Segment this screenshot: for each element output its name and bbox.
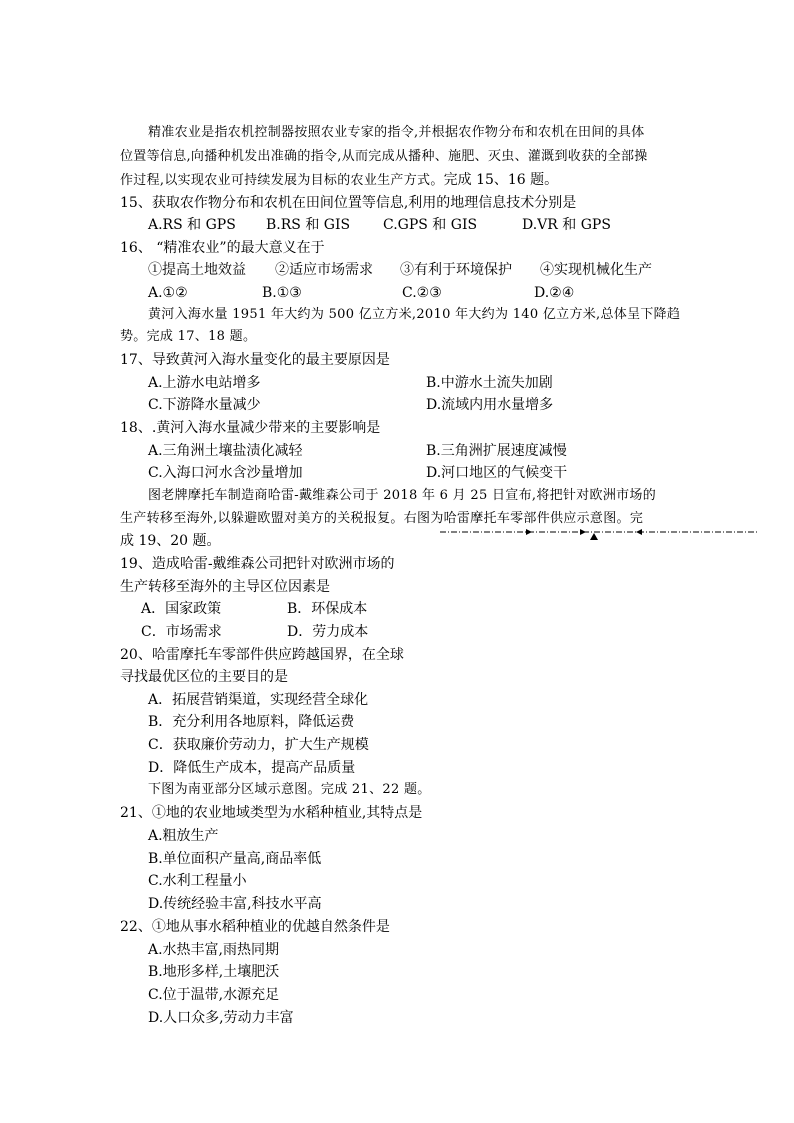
q18-stem: 18、.黄河入海水量减少带来的主要影响是 — [120, 420, 381, 436]
q20-option-c: C．获取廉价劳动力，扩大生产规模 — [148, 737, 369, 753]
supply-arrow-3 — [636, 529, 642, 535]
passage1-line1: 精准农业是指农机控制器按照农业专家的指令,并根据农作物分布和农机在田间的具体 — [148, 125, 645, 140]
q22-option-d: D.人口众多,劳动力丰富 — [148, 1010, 294, 1026]
passage1-line3-text: 作过程,以实现农业可持续发展为目标的农业生产方式。 — [120, 173, 444, 188]
q20-option-a: A．拓展营销渠道，实现经营全球化 — [148, 692, 369, 708]
q22-stem: 22、①地从事水稻种植业的优越自然条件是 — [120, 919, 390, 935]
supply-arrow-1 — [526, 529, 532, 535]
q16-item-4: ④实现机械化生产 — [540, 262, 652, 278]
q21-option-d: D.传统经验丰富,科技水平高 — [148, 896, 322, 912]
passage3-line1: 图老牌摩托车制造商哈雷-戴维森公司于 2018 年 6 月 25 日宣布,将把针对欧洲市场的 — [148, 488, 657, 503]
q16-item-2: ②适应市场需求 — [275, 262, 373, 278]
passage1-line3 — [120, 170, 558, 191]
q18-option-d: D.河口地区的气候变干 — [426, 465, 568, 481]
q17-option-a: A.上游水电站增多 — [148, 375, 261, 391]
q15-option-a: A.RS 和 GPS — [148, 217, 236, 233]
supply-arrow-2 — [580, 529, 586, 535]
q21-option-b: B.单位面积产量高,商品率低 — [148, 851, 322, 867]
passage1-line3-task: 完成 15、16 题。 — [443, 172, 559, 188]
q20-stem-line2: 寻找最优区位的主要目的是 — [120, 669, 288, 685]
q20-option-b: B．充分利用各地原料，降低运费 — [148, 714, 355, 730]
q16-stem: 16、 “精准农业”的最大意义在于 — [120, 240, 325, 256]
q19-option-a: A．国家政策 — [141, 601, 222, 617]
q15-option-c: C.GPS 和 GIS — [383, 217, 478, 233]
q15-option-d: D.VR 和 GPS — [522, 217, 611, 233]
q18-option-a: A.三角洲土壤盐渍化减轻 — [148, 443, 303, 459]
q17-option-c: C.下游降水量减少 — [148, 397, 261, 413]
passage3-line3: 成 19、20 题。 — [120, 533, 221, 549]
q15-option-b: B.RS 和 GIS — [266, 217, 351, 233]
q19-option-c: C．市场需求 — [141, 624, 222, 640]
q15-stem: 15、获取农作物分布和农机在田间位置等信息,利用的地理信息技术分别是 — [120, 195, 577, 211]
q19-option-d: D．劳力成本 — [287, 624, 369, 640]
q17-option-b: B.中游水土流失加剧 — [426, 375, 553, 391]
q17-stem: 17、导致黄河入海水量变化的最主要原因是 — [120, 352, 390, 368]
q21-option-a: A.粗放生产 — [148, 828, 219, 844]
q19-stem-line1: 19、造成哈雷-戴维森公司把针对欧洲市场的 — [120, 556, 395, 572]
q19-option-b: B．环保成本 — [287, 601, 368, 617]
q16-item-1: ①提高土地效益 — [148, 262, 246, 278]
q18-option-b: B.三角洲扩展速度减慢 — [426, 443, 567, 459]
passage2-line1: 黄河入海水量 1951 年大约为 500 亿立方米,2010 年大约为 140 亿立方米,总体呈下降趋 — [148, 307, 681, 322]
passage3-line2: 生产转移至海外,以躲避欧盟对美方的关税报复。右图为哈雷摩托车零部件供应示意图。完 — [120, 511, 644, 526]
q16-option-c: C.②③ — [402, 285, 442, 301]
passage4-line1: 下图为南亚部分区域示意图。完成 21、22 题。 — [148, 782, 431, 797]
passage2-line2: 势。完成 17、18 题。 — [120, 329, 257, 344]
q22-option-c: C.位于温带,水源充足 — [148, 987, 280, 1003]
q16-option-b: B.①③ — [262, 285, 302, 301]
q22-option-b: B.地形多样,土壤肥沃 — [148, 964, 280, 980]
passage1-line2: 位置等信息,向播种机发出准确的指令,从而完成从播种、施肥、灭虫、灌溉到收获的全部操 — [120, 149, 648, 164]
q21-option-c: C.水利工程量小 — [148, 873, 247, 889]
q17-option-d: D.流域内用水量增多 — [426, 397, 554, 413]
q18-option-c: C.入海口河水含沙量增加 — [148, 465, 303, 481]
q20-stem-line1: 20、哈雷摩托车零部件供应跨越国界，在全球 — [120, 647, 404, 663]
q20-option-d: D．降低生产成本，提高产品质量 — [148, 760, 356, 776]
supply-diagram — [440, 520, 760, 550]
q21-stem: 21、①地的农业地域类型为水稻种植业,其特点是 — [120, 805, 423, 821]
q19-stem-line2: 生产转移至海外的主导区位因素是 — [120, 579, 330, 595]
q16-option-a: A.①② — [148, 285, 188, 301]
q16-option-d: D.②④ — [534, 285, 575, 301]
q16-item-3: ③有利于环境保护 — [400, 262, 512, 278]
q22-option-a: A.水热丰富,雨热同期 — [148, 942, 280, 958]
supply-factory-marker — [590, 533, 598, 540]
